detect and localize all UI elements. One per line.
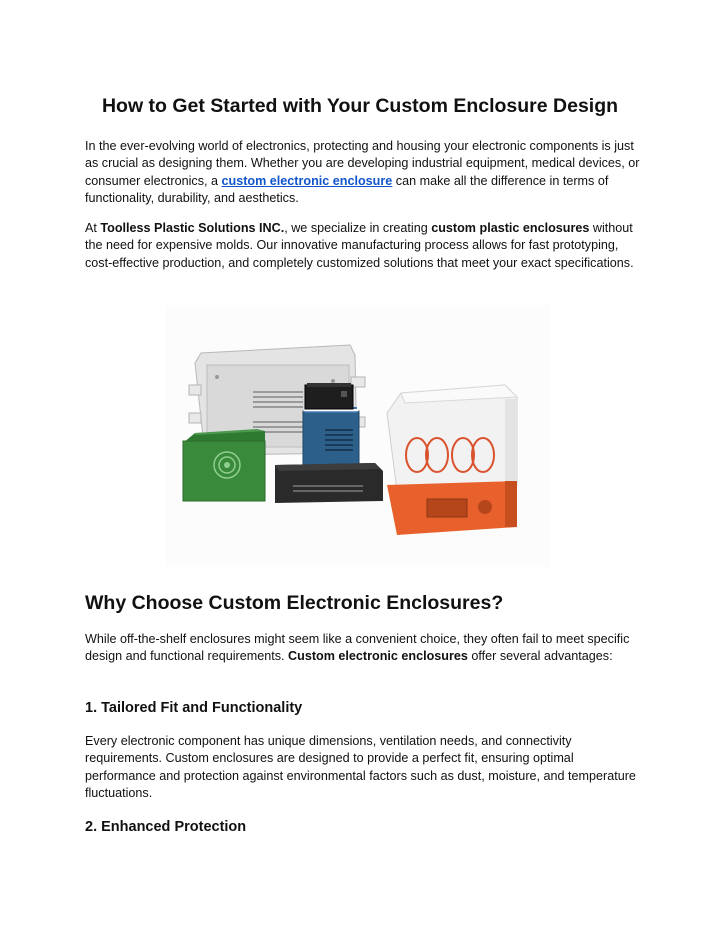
section-text-2: offer several advantages: — [467, 649, 613, 664]
company-name: Toolless Plastic Solutions INC. — [100, 221, 285, 235]
enclosures-illustration — [165, 305, 550, 567]
subheading-enhanced-protection: 2. Enhanced Protection — [85, 819, 247, 835]
section-bold-phrase: Custom electronic enclosures — [288, 649, 468, 664]
about-paragraph — [85, 220, 645, 272]
intro-paragraph — [85, 138, 645, 207]
section-text-1: While off-the-shelf enclosures might seem like a convenient choice, they often fail to meet specific design and functional requirements. — [85, 632, 630, 664]
small-black-enclosure — [305, 383, 353, 409]
intro-text-1: In the ever-evolving world of electronics, protecting and housing your electronic components is just as crucial as designing them. Whether you are developing industrial equipment, medical devices, or consumer electronics, a — [85, 139, 640, 188]
subheading-tailored-fit: 1. Tailored Fit and Functionality — [85, 700, 303, 716]
about-text-1: At — [85, 221, 101, 235]
about-bold-phrase: custom plastic enclosures — [431, 221, 590, 235]
section-heading: Why Choose Custom Electronic Enclosures? — [85, 592, 504, 614]
page-title: How to Get Started with Your Custom Enclosure Design — [101, 95, 619, 117]
black-flat-enclosure — [275, 463, 383, 503]
section-paragraph — [85, 631, 645, 666]
about-text-2: , we specialize in creating — [284, 221, 432, 235]
blue-enclosure — [303, 407, 359, 466]
custom-electronic-enclosure-link[interactable]: custom electronic enclosure — [221, 173, 393, 188]
about-text-3: without the need for expensive molds. Our innovative manufacturing process allows for fast prototyping, cost-effective production, and completely customized solutions that meet your exact specifications. — [85, 221, 634, 270]
intro-text-2: can make all the difference in terms of functionality, durability, and aesthetics. — [85, 173, 609, 205]
enclosures-product-image — [165, 305, 550, 567]
white-orange-enclosure — [387, 385, 517, 535]
tailored-fit-paragraph: Every electronic component has unique dimensions, ventilation needs, and connectivity requirements. Custom enclosures are designed to provide a perfect fit, ensuring optimal performance and protection against environmental factors such as dust, moisture, and temperature fluctuations. — [85, 734, 636, 800]
green-enclosure — [183, 429, 265, 501]
